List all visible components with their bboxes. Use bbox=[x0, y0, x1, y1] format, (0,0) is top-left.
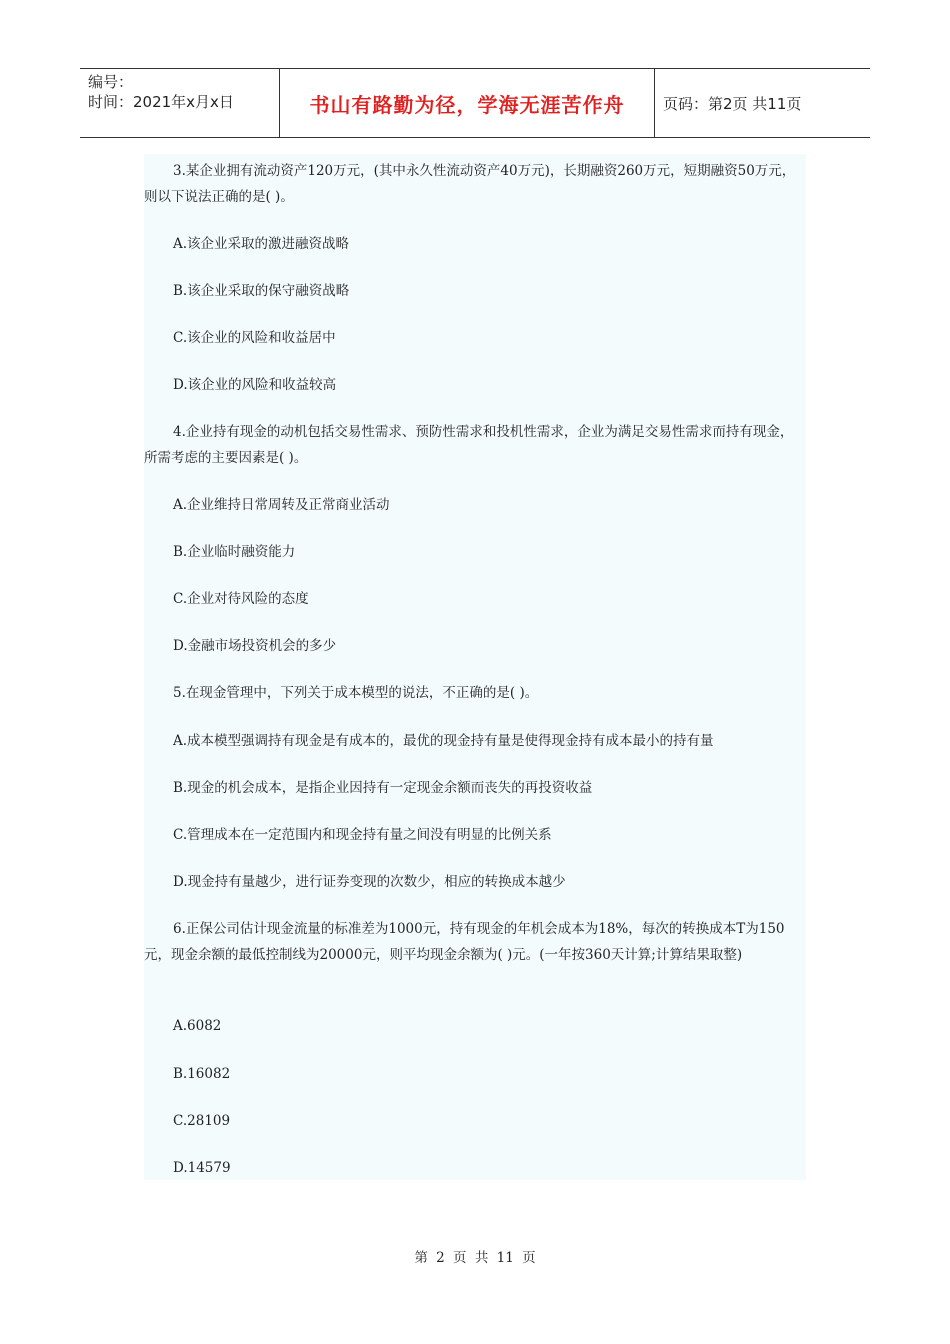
question-content-area bbox=[144, 154, 806, 1180]
header-meta bbox=[80, 69, 280, 137]
question-5-option-d: D.现金持有量越少，进行证券变现的次数少，相应的转换成本越少 bbox=[173, 874, 566, 890]
header-page-info: 页码：第2页 共11页 bbox=[663, 94, 802, 113]
question-6-option-b: B.16082 bbox=[173, 1066, 231, 1082]
question-6-text: 6.正保公司估计现金流量的标准差为1000元，持有现金的年机会成本为18%，每次的转换成本T为150元，现金余额的最低控制线为20000元，则平均现金余额为( )元。(一年按360天计算;计算结果取整) bbox=[144, 921, 785, 963]
document-time-label: 时间：2021年x月x日 bbox=[88, 93, 234, 111]
question-6-option-c: C.28109 bbox=[173, 1113, 231, 1129]
question-6-option-d: D.14579 bbox=[173, 1160, 231, 1176]
question-3-option-b: B.该企业采取的保守融资战略 bbox=[173, 283, 350, 299]
question-5-text: 5.在现金管理中，下列关于成本模型的说法，不正确的是( )。 bbox=[173, 685, 539, 701]
header-motto: 书山有路勤为径，学海无涯苦作舟 bbox=[280, 69, 655, 137]
question-5-option-a: A.成本模型强调持有现金是有成本的，最优的现金持有量是使得现金持有成本最小的持有量 bbox=[173, 733, 714, 749]
question-3-option-d: D.该企业的风险和收益较高 bbox=[173, 377, 337, 393]
page-footer: 第 2 页 共 11 页 bbox=[414, 1250, 536, 1266]
question-6-option-a: A.6082 bbox=[173, 1018, 222, 1034]
question-3-option-c: C.该企业的风险和收益居中 bbox=[173, 330, 336, 346]
question-5-option-c: C.管理成本在一定范围内和现金持有量之间没有明显的比例关系 bbox=[173, 827, 552, 843]
question-4-option-a: A.企业维持日常周转及正常商业活动 bbox=[173, 497, 390, 513]
document-number-label: 编号： bbox=[88, 73, 134, 91]
question-5-option-b: B.现金的机会成本，是指企业因持有一定现金余额而丧失的再投资收益 bbox=[173, 780, 593, 796]
page-header bbox=[80, 68, 870, 138]
question-4-option-b: B.企业临时融资能力 bbox=[173, 544, 296, 560]
question-4-text: 4.企业持有现金的动机包括交易性需求、预防性需求和投机性需求，企业为满足交易性需求而持有现金，所需考虑的主要因素是( )。 bbox=[144, 424, 794, 466]
question-4-option-c: C.企业对待风险的态度 bbox=[173, 591, 309, 607]
question-4-option-d: D.金融市场投资机会的多少 bbox=[173, 638, 337, 654]
question-3-text: 3.某企业拥有流动资产120万元，(其中永久性流动资产40万元)，长期融资260万元，短期融资50万元，则以下说法正确的是( )。 bbox=[144, 163, 796, 205]
question-3-option-a: A.该企业采取的激进融资战略 bbox=[173, 236, 350, 252]
